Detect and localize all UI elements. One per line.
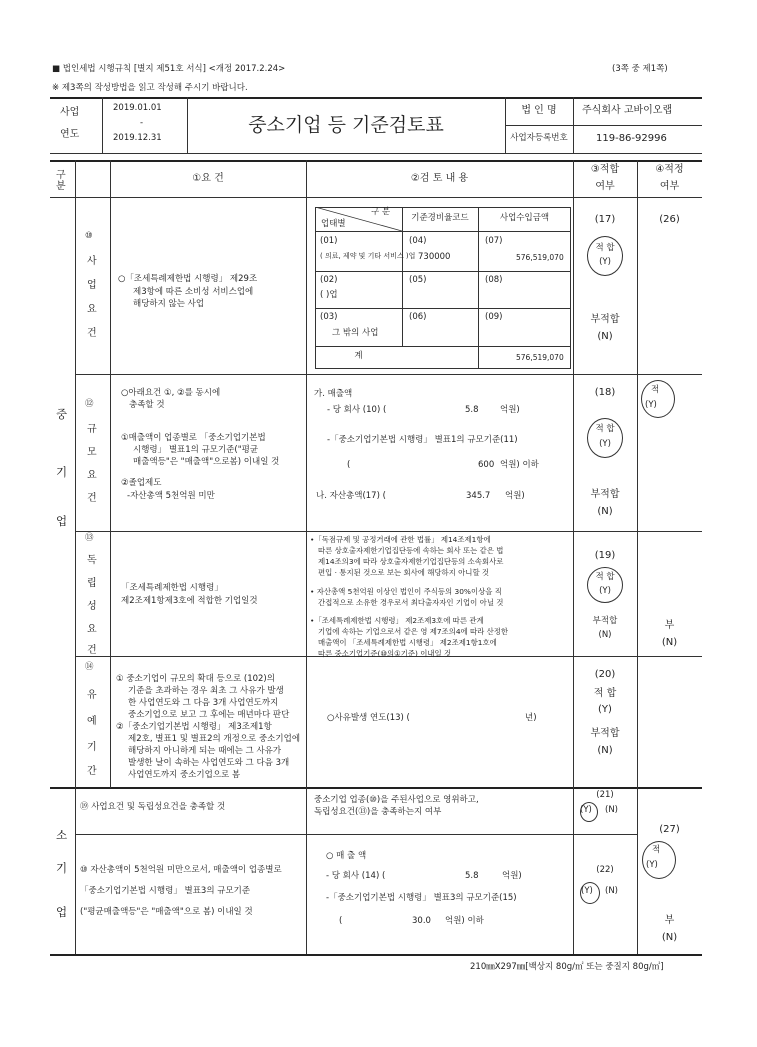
row101-req-1: ○「조세특례제한법 시행령」 제29조: [118, 274, 258, 284]
row103-review-3d: 따른 중소기업기준(⑩의①기준) 이내일 것: [318, 649, 452, 658]
row102-req-b3: 매출액등"은 "매출액"으로봄) 이내일 것: [133, 457, 280, 467]
row101-fit-no: (17): [594, 214, 616, 225]
row104-fit-y: (Y): [598, 704, 612, 715]
small-fit2-n: (N): [605, 886, 618, 896]
sme-final-no-l1: 부: [664, 620, 675, 631]
sme-label-2: 기: [56, 465, 68, 479]
small-req-2b: 「중소기업기본법 시행령」 별표3의 규모기준: [80, 886, 251, 896]
row102-label-1: 규: [87, 424, 97, 435]
sme-final-circle-label: 적: [651, 385, 660, 395]
row101-req-2: 제3항에 따른 소비성 서비스업에: [133, 287, 254, 297]
col-fit-l1: ③적합: [590, 164, 620, 175]
corp-name: 주식회사 고바이오랩: [582, 105, 673, 116]
col-fit-l2: 여부: [595, 181, 615, 192]
row103-review-1c: 제14조의3에 따라 상호출자제한기업집단등의 소속회사로: [318, 557, 504, 566]
row102-review-a: 가. 매출액: [314, 389, 353, 399]
row102-req-a1: ○아래요건 ①, ②를 동시에: [121, 388, 221, 398]
row103-num: ⑬: [85, 533, 94, 543]
row103-req-2: 제2조제1항제3호에 적합한 기업일것: [121, 596, 258, 606]
row103-label-1: 독: [87, 555, 97, 566]
total-value: 576,519,070: [516, 353, 564, 362]
row103-review-3b: 기업에 속하는 기업으로서 같은 영 제7조의4에 따라 산정한: [318, 627, 509, 636]
col-requirements: ①요 건: [192, 173, 224, 184]
small-fit1-no: (21): [596, 790, 614, 800]
small-final-y: (Y): [646, 860, 658, 870]
row102-label-2: 모: [87, 447, 97, 458]
row104-req-7: 해당하지 아니하게 되는 때에는 그 사유가: [128, 746, 282, 756]
cell-06: (06): [409, 312, 427, 322]
small-review-2d-open: (: [339, 916, 343, 926]
row101-label-1: 사: [87, 256, 97, 267]
row104-req-8: 발생한 날이 속하는 사업연도와 그 다음 3개: [128, 758, 290, 768]
cell-08: (08): [485, 275, 503, 285]
header-code: 기준경비율코드: [411, 213, 469, 223]
row102-fit-label: 적 합: [595, 424, 615, 434]
row103-review-2b: 간접적으로 소유한 경우로서 최다출자자인 기업이 아닐 것: [318, 598, 504, 607]
row102-review-d-open: (: [347, 460, 351, 470]
row102-review-b-label: - 당 회사 (10) (: [327, 405, 387, 415]
small-label-3: 업: [56, 905, 68, 919]
row102-fit-no: (18): [594, 387, 616, 398]
row104-req-4: 중소기업으로 보고 그 후에는 매년마다 판단: [128, 710, 290, 720]
row102-num: ⑫: [85, 399, 94, 409]
row104-label-2: 예: [87, 716, 97, 727]
cell-09: (09): [485, 312, 503, 322]
row102-sales-value: 5.8: [465, 405, 479, 415]
bizno: 119-86-92996: [596, 133, 667, 144]
row102-req-b1: ①매출액이 업종별로 「중소기업기본법: [121, 433, 266, 443]
row101-fit-circle: [587, 236, 623, 276]
small-fit2-y: (Y): [581, 886, 593, 896]
row102-req-c1: ②졸업제도: [121, 478, 162, 488]
row103-fit-y: (Y): [599, 586, 611, 596]
row104-req-3: 한 사업연도와 그 다음 3개 사업연도까지: [128, 698, 279, 708]
sme-final-no: (26): [659, 214, 680, 225]
cell-01: (01): [320, 236, 338, 246]
row101-unfit-n: (N): [597, 331, 613, 342]
row104-req-6: 제2호, 별표1 및 별표2의 개정으로 중소기업에: [128, 734, 301, 744]
small-review-2c: -「중소기업기본법 시행령」 별표3의 규모기준(15): [326, 893, 517, 903]
sme-label-3: 업: [56, 514, 68, 528]
row103-label-2: 립: [87, 578, 97, 589]
page-indicator: (3쪽 중 제1쪽): [612, 64, 668, 74]
row101-fit-y: (Y): [599, 257, 611, 267]
cell-04-value: 730000: [418, 252, 451, 262]
cell-03-text: 그 밖의 사업: [332, 328, 379, 338]
cell-03: (03): [320, 312, 338, 322]
corp-name-label: 법 인 명: [521, 105, 557, 116]
row104-review-close: 년): [525, 713, 537, 723]
cell-02: (02): [320, 275, 338, 285]
regulation-caption: ■ 법인세법 시행규칙 [별지 제51호 서식] <개정 2017.2.24>: [52, 64, 286, 74]
small-review-2a: ○ 매 출 액: [326, 851, 367, 861]
row104-label-3: 기: [87, 742, 97, 753]
row103-label-5: 건: [87, 645, 97, 656]
row102-req-a2: 충족할 것: [129, 400, 165, 410]
row103-review-1a: •「독점규제 및 공정거래에 관한 법률」 제14조제1항에: [310, 535, 491, 544]
small-req-2a: ⑩ 자산총액이 5천억원 미만으로서, 매출액이 업종별로: [80, 865, 282, 875]
row102-unfit: 부적합: [590, 489, 620, 500]
row104-req-5: ②「중소기업기본법 시행령」 제3조제1항: [116, 722, 272, 732]
row101-req-3: 해당하지 않는 사업: [133, 299, 205, 309]
small-fit2-no: (22): [596, 865, 614, 875]
row103-req-1: 「조세특례제한법 시행령」: [121, 583, 223, 593]
cell-07-value: 576,519,070: [516, 253, 564, 262]
row103-fit-no: (19): [594, 550, 616, 561]
row104-req-9: 사업연도까지 중소기업으로 봄: [128, 770, 241, 780]
small-final-no-l1: 부: [664, 915, 675, 926]
small-label-2: 기: [56, 861, 68, 875]
cell-07: (07): [485, 236, 503, 246]
row103-review-3a: •「조세특례제한법 시행령」 제2조제3호에 따른 관계: [310, 616, 484, 625]
sme-final-no-l2: (N): [661, 637, 678, 648]
business-year-label-1: 사업: [60, 107, 80, 118]
row102-unfit-n: (N): [597, 506, 613, 517]
corner-top: 구 분: [371, 207, 391, 217]
col-final-l2: 여부: [659, 181, 680, 192]
row103-unfit-n: (N): [598, 630, 612, 640]
total-label: 계: [354, 351, 363, 361]
small-review-2b-label: - 당 회사 (14) (: [326, 871, 386, 881]
row104-label-4: 간: [87, 766, 97, 777]
small-limit-value: 30.0: [412, 916, 431, 926]
row104-fit-no: (20): [594, 669, 616, 680]
cell-01-text: ( 의료, 제약 및 기타 서비스 )업: [320, 252, 416, 260]
small-fit1-y: (Y): [580, 805, 592, 815]
header-amount: 사업수입금액: [499, 213, 550, 223]
small-label-1: 소: [56, 828, 68, 842]
row102-asset-value: 345.7: [466, 491, 491, 501]
row103-fit-label: 적 합: [595, 572, 615, 582]
small-req-2c: ("평균매출액등"은 "매출액"으로 봄) 이내일 것: [80, 907, 253, 917]
row102-review-e-label: 나. 자산총액(17) (: [316, 491, 386, 501]
row104-label-1: 유: [87, 690, 97, 701]
small-review-2b-unit: 억원): [502, 871, 522, 881]
row102-label-3: 요: [87, 470, 97, 481]
row104-fit-label: 적 합: [593, 688, 617, 699]
instruction-text: ※ 제3쪽의 작성방법을 읽고 작성해 주시기 바랍니다.: [52, 83, 248, 93]
col-gubun: 구분: [56, 170, 66, 192]
row102-review-c: -「중소기업기본법 시행령」 별표1의 규모기준(11): [327, 435, 518, 445]
small-review-1b: 독립성요건(⑬)을 충족하는지 여부: [314, 807, 442, 817]
row102-review-b-unit: 억원): [500, 405, 520, 415]
row103-label-3: 성: [87, 601, 97, 612]
row102-req-b2: 시행령」 별표1의 규모기준("평균: [133, 445, 259, 455]
row101-unfit: 부적합: [590, 314, 620, 325]
row104-num: ⑭: [85, 662, 94, 672]
page-title: 중소기업 등 기준검토표: [248, 114, 444, 136]
small-final-circle-label: 적: [652, 845, 661, 855]
period-start: 2019.01.01: [113, 103, 162, 113]
row103-review-1d: 편입 · 통지된 것으로 보는 회사에 해당하지 아니할 것: [318, 568, 490, 577]
row101-label-2: 업: [87, 280, 97, 291]
row102-fit-y: (Y): [599, 439, 611, 449]
row102-review-e-unit: 억원): [505, 491, 525, 501]
row102-review-d-unit: 억원) 이하: [500, 460, 539, 470]
row104-req-2: 기준을 초과하는 경우 최초 그 사유가 발생: [128, 686, 284, 696]
business-year-label-2: 연도: [60, 129, 80, 140]
row101-label-3: 요: [87, 304, 97, 315]
small-review-1a: 중소기업 업종(⑩)을 주된사업으로 영위하고,: [314, 795, 479, 805]
small-review-2d-unit: 억원) 이하: [445, 916, 484, 926]
cell-05: (05): [409, 275, 427, 285]
col-review: ②검 토 내 용: [410, 173, 469, 184]
small-final-no: (27): [659, 824, 680, 835]
row104-unfit: 부적합: [590, 728, 620, 739]
row103-unfit: 부적합: [592, 616, 618, 626]
small-req-1: ⑲ 사업요건 및 독립성요건을 충족할 것: [80, 802, 226, 812]
bizno-label: 사업자등록번호: [510, 133, 568, 143]
cell-02-text: ( )업: [320, 290, 338, 300]
period-dash: -: [140, 118, 144, 128]
period-end: 2019.12.31: [113, 133, 162, 143]
row104-unfit-n: (N): [597, 745, 613, 756]
col-final-l1: ④적정: [655, 164, 684, 175]
corner-bottom: 업태별: [321, 219, 346, 229]
row101-num: ⑩: [85, 231, 93, 241]
small-fit1-n: (N): [605, 805, 618, 815]
small-sales-value: 5.8: [465, 871, 479, 881]
row101-label-4: 건: [87, 328, 97, 339]
row102-req-c2: -자산총액 5천억원 미만: [127, 491, 215, 501]
row103-review-1b: 따른 상호출자제한기업집단등에 속하는 회사 또는 같은 법: [318, 546, 504, 555]
paper-spec-footer: 210㎜X297㎜[백상지 80g/㎡ 또는 중질지 80g/㎡]: [470, 962, 664, 972]
row104-review-label: ○사유발생 연도(13) (: [327, 713, 410, 723]
row102-label-4: 건: [87, 493, 97, 504]
cell-04: (04): [409, 236, 427, 246]
sme-label-1: 중: [56, 407, 68, 421]
row102-limit-value: 600: [478, 460, 495, 470]
row101-fit-label: 적 합: [595, 243, 615, 253]
row103-review-2a: • 자산총액 5천억원 이상인 법인이 주식등의 30%이상을 직: [310, 587, 502, 596]
sme-final-y: (Y): [645, 400, 657, 410]
small-final-no-l2: (N): [661, 932, 678, 943]
row103-review-3c: 매출액이 「조세특례제한법 시행령」 제2조제1항1호에: [318, 638, 497, 647]
row103-label-4: 요: [87, 624, 97, 635]
row104-req-1: ① 중소기업이 규모의 확대 등으로 (102)의: [116, 674, 275, 684]
